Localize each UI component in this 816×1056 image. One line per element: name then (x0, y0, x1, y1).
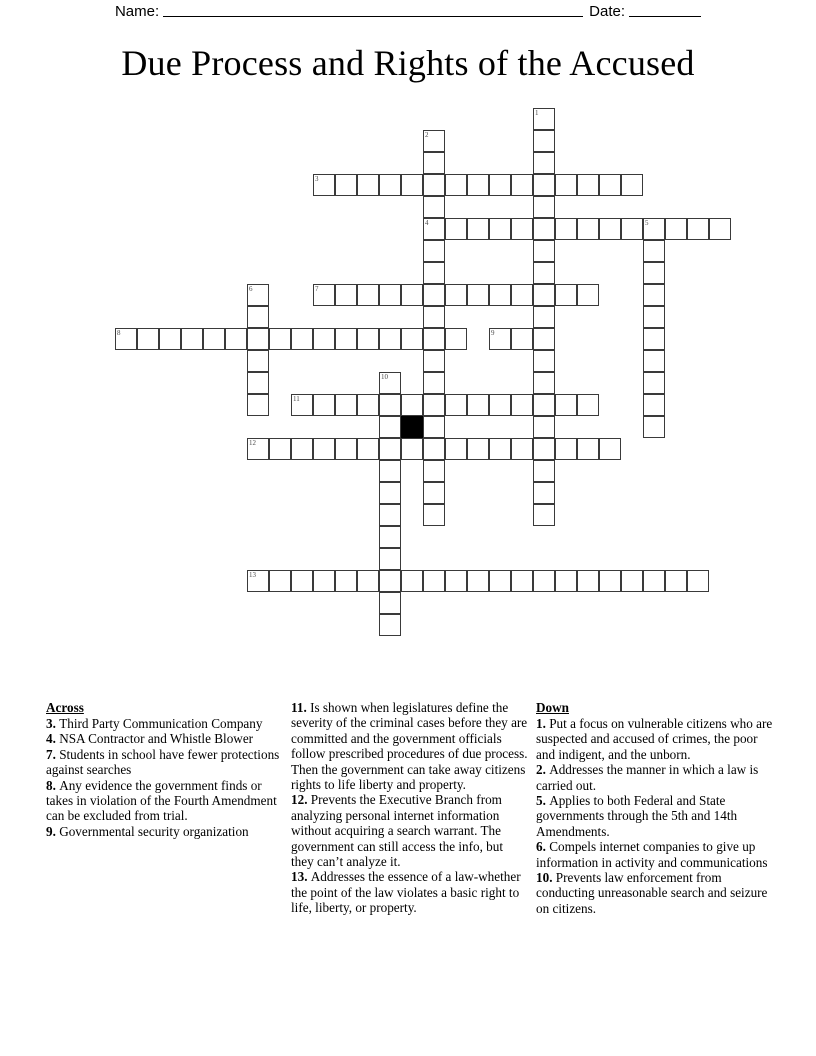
clue-item (291, 700, 528, 792)
crossword-cell[interactable] (643, 328, 665, 350)
clue-number: 3. (46, 716, 60, 731)
crossword-cell[interactable] (445, 570, 467, 592)
crossword-cell[interactable] (599, 174, 621, 196)
crossword-cell[interactable] (423, 482, 445, 504)
across-clue-list-part2 (291, 700, 528, 916)
crossword-cell[interactable] (489, 174, 511, 196)
crossword-cell[interactable] (379, 394, 401, 416)
crossword-cell[interactable] (269, 570, 291, 592)
crossword-cell[interactable] (401, 394, 423, 416)
crossword-cell[interactable] (467, 218, 489, 240)
crossword-cell[interactable] (115, 328, 137, 350)
crossword-cell[interactable] (247, 306, 269, 328)
clue-column-across-2 (291, 700, 536, 916)
clue-item (46, 824, 283, 839)
clue-text: Any evidence the government finds or takes in violation of the Fourth Amendment can be excluded from trial. (46, 777, 277, 824)
crossword-cell[interactable] (577, 218, 599, 240)
crossword-cell[interactable] (533, 394, 555, 416)
crossword-cell[interactable] (643, 394, 665, 416)
crossword-cell-number: 9 (491, 329, 495, 337)
crossword-cell[interactable] (643, 262, 665, 284)
crossword-cell[interactable] (533, 570, 555, 592)
across-heading: Across (46, 700, 84, 715)
clue-text: Put a focus on vulnerable citizens who are suspected and accused of crimes, the poor and indigent, and the unborn. (536, 716, 773, 762)
crossword-cell-number: 5 (645, 219, 649, 227)
crossword-cell-number: 6 (249, 285, 253, 293)
crossword-cell-number: 8 (117, 329, 121, 337)
crossword-cell[interactable] (511, 218, 533, 240)
clue-item (536, 793, 776, 839)
crossword-cell[interactable] (643, 350, 665, 372)
clue-text: Third Party Communication Company (59, 716, 263, 731)
crossword-cell[interactable] (577, 394, 599, 416)
crossword-cell[interactable] (533, 108, 555, 130)
crossword-cell[interactable] (555, 570, 577, 592)
crossword-cell[interactable] (335, 328, 357, 350)
crossword-cell[interactable] (357, 438, 379, 460)
clue-number: 6. (536, 839, 550, 855)
clue-number: 11. (291, 700, 311, 715)
crossword-cell[interactable] (379, 460, 401, 482)
crossword-cell[interactable] (687, 218, 709, 240)
crossword-cell[interactable] (225, 328, 247, 350)
clue-text: NSA Contractor and Whistle Blower (59, 731, 254, 747)
crossword-cell[interactable] (533, 504, 555, 526)
crossword-cell[interactable] (511, 394, 533, 416)
clues-section (46, 700, 778, 916)
crossword-cell[interactable] (357, 328, 379, 350)
crossword-cell[interactable] (555, 394, 577, 416)
crossword-cell[interactable] (313, 570, 335, 592)
crossword-cell[interactable] (379, 482, 401, 504)
crossword-cell[interactable] (643, 416, 665, 438)
crossword-cell[interactable] (643, 240, 665, 262)
crossword-cell[interactable] (533, 262, 555, 284)
crossword-cell[interactable] (291, 570, 313, 592)
crossword-cell[interactable] (533, 438, 555, 460)
crossword-cell[interactable] (401, 174, 423, 196)
crossword-cell[interactable] (533, 372, 555, 394)
clue-text: Compels internet companies to give up information in activity and communications (536, 839, 768, 870)
crossword-cell[interactable] (533, 218, 555, 240)
crossword-cell[interactable] (555, 438, 577, 460)
clue-number: 5. (536, 793, 550, 809)
crossword-cell[interactable] (335, 174, 357, 196)
crossword-cell[interactable] (423, 240, 445, 262)
crossword-cell[interactable] (379, 548, 401, 570)
crossword-cell[interactable] (423, 262, 445, 284)
crossword-cell-number: 11 (293, 395, 300, 403)
crossword-cell[interactable] (621, 218, 643, 240)
clue-number: 9. (46, 823, 60, 839)
crossword-cell[interactable] (269, 438, 291, 460)
crossword-cell[interactable] (423, 570, 445, 592)
crossword-cell[interactable] (291, 328, 313, 350)
crossword-cell[interactable] (467, 570, 489, 592)
crossword-cell[interactable] (423, 196, 445, 218)
crossword-cell[interactable] (379, 592, 401, 614)
date-label: Date: (589, 3, 626, 20)
crossword-cell[interactable] (489, 438, 511, 460)
crossword-cell[interactable] (423, 460, 445, 482)
clue-number: 1. (536, 716, 550, 731)
crossword-cell[interactable] (467, 284, 489, 306)
clue-item (536, 839, 776, 870)
clue-number: 8. (46, 777, 60, 793)
crossword-cell[interactable] (489, 328, 511, 350)
crossword-cell[interactable] (445, 328, 467, 350)
clue-text: Applies to both Federal and State governments through the 5th and 14th Amendments. (536, 793, 738, 839)
crossword-cell[interactable] (533, 196, 555, 218)
crossword-cell[interactable] (379, 570, 401, 592)
name-label: Name: (114, 3, 160, 20)
crossword-cell[interactable] (665, 218, 687, 240)
crossword-cell[interactable] (357, 570, 379, 592)
crossword-cell[interactable] (423, 416, 445, 438)
clue-item (46, 716, 283, 731)
crossword-cell[interactable] (379, 416, 401, 438)
crossword-cell[interactable] (423, 394, 445, 416)
crossword-cell[interactable] (445, 174, 467, 196)
crossword-cell[interactable] (313, 394, 335, 416)
crossword-cell[interactable] (643, 570, 665, 592)
crossword-cell[interactable] (247, 372, 269, 394)
clue-number: 13. (291, 869, 311, 885)
crossword-cell[interactable] (577, 570, 599, 592)
crossword-cell[interactable] (533, 152, 555, 174)
crossword-cell[interactable] (423, 350, 445, 372)
crossword-cell[interactable] (555, 174, 577, 196)
crossword-cell-number: 13 (249, 571, 256, 579)
crossword-cell[interactable] (247, 350, 269, 372)
clue-text: Is shown when legislatures define the severity of the criminal cases before they are committed and the government officials follow prescribed procedures of due process. Then the government can take away citizens rights to life liberty and property. (291, 700, 528, 793)
crossword-cell[interactable] (687, 570, 709, 592)
crossword-cell[interactable] (489, 570, 511, 592)
crossword-cell[interactable] (423, 152, 445, 174)
crossword-cell[interactable] (467, 174, 489, 196)
crossword-cell-number: 1 (535, 109, 539, 117)
crossword-cell[interactable] (379, 438, 401, 460)
crossword-cell-number: 3 (315, 175, 319, 183)
crossword-cell[interactable] (423, 438, 445, 460)
clue-item (536, 762, 776, 793)
crossword-cell[interactable] (599, 570, 621, 592)
crossword-cell-number: 10 (381, 373, 388, 381)
crossword-cell[interactable] (423, 130, 445, 152)
crossword-cell[interactable] (555, 284, 577, 306)
crossword-cell[interactable] (467, 394, 489, 416)
clue-column-down (536, 700, 776, 916)
crossword-cell[interactable] (423, 284, 445, 306)
crossword-cell[interactable] (533, 306, 555, 328)
clue-number: 10. (536, 870, 556, 886)
crossword-cell[interactable] (159, 328, 181, 350)
crossword-cell[interactable] (423, 372, 445, 394)
crossword-cell[interactable] (489, 218, 511, 240)
crossword-cell[interactable] (445, 394, 467, 416)
crossword-cell[interactable] (269, 328, 291, 350)
crossword-cell[interactable] (599, 438, 621, 460)
crossword-cell[interactable] (511, 328, 533, 350)
crossword-cell[interactable] (423, 218, 445, 240)
crossword-cell[interactable] (533, 350, 555, 372)
crossword-cell[interactable] (445, 284, 467, 306)
crossword-cell-number: 12 (249, 439, 256, 447)
crossword-cell[interactable] (643, 306, 665, 328)
clue-column-across-1 (46, 700, 291, 839)
crossword-cell[interactable] (511, 284, 533, 306)
crossword-cell[interactable] (533, 460, 555, 482)
crossword-cell[interactable] (709, 218, 731, 240)
crossword-cell[interactable] (555, 218, 577, 240)
across-clue-list-part1 (46, 716, 283, 839)
crossword-cell[interactable] (313, 284, 335, 306)
clue-text: Prevents the Executive Branch from analyzing personal internet information without acquiring a search warrant. The government can still access the info, but they can’t analyze it. (291, 792, 504, 870)
clue-text: Governmental security organization (59, 823, 249, 839)
clue-number: 12. (291, 792, 311, 808)
crossword-cell[interactable] (533, 416, 555, 438)
crossword-cell[interactable] (643, 218, 665, 240)
clue-item (46, 778, 283, 824)
crossword-cell[interactable] (665, 570, 687, 592)
crossword-cell[interactable] (401, 438, 423, 460)
crossword-cell[interactable] (533, 130, 555, 152)
crossword-cell[interactable] (445, 438, 467, 460)
crossword-cell[interactable] (335, 438, 357, 460)
crossword-cell-number: 4 (425, 219, 429, 227)
crossword-cell[interactable] (423, 328, 445, 350)
crossword-cell[interactable] (313, 174, 335, 196)
crossword-cell[interactable] (467, 438, 489, 460)
crossword-cell[interactable] (379, 614, 401, 636)
crossword-cell[interactable] (357, 174, 379, 196)
crossword-cell[interactable] (247, 328, 269, 350)
crossword-cell[interactable] (445, 218, 467, 240)
crossword-cell[interactable] (423, 504, 445, 526)
crossword-cell[interactable] (643, 284, 665, 306)
crossword-cell[interactable] (203, 328, 225, 350)
clue-item (291, 792, 528, 869)
crossword-cell[interactable] (511, 174, 533, 196)
crossword-cell[interactable] (247, 570, 269, 592)
clue-number: 7. (46, 746, 60, 762)
clue-item (536, 716, 776, 762)
crossword-cell[interactable] (379, 504, 401, 526)
crossword-cell[interactable] (599, 218, 621, 240)
clue-number: 2. (536, 762, 550, 778)
crossword-cell-number: 7 (315, 285, 319, 293)
crossword-cell[interactable] (533, 174, 555, 196)
crossword-cell[interactable] (379, 372, 401, 394)
crossword-cell[interactable] (247, 438, 269, 460)
crossword-cell[interactable] (489, 394, 511, 416)
clue-number: 4. (46, 731, 60, 747)
page-title: Due Process and Rights of the Accused (121, 43, 695, 83)
clue-item (46, 731, 283, 746)
crossword-cell[interactable] (291, 394, 313, 416)
crossword-cell[interactable] (335, 570, 357, 592)
crossword-cell[interactable] (313, 438, 335, 460)
clue-text: Students in school have fewer protections against searches (46, 746, 280, 778)
crossword-cell[interactable] (533, 284, 555, 306)
clue-item (536, 870, 776, 916)
crossword-cell[interactable] (357, 394, 379, 416)
down-heading: Down (536, 700, 569, 715)
crossword-cell[interactable] (533, 240, 555, 262)
crossword-cell[interactable] (401, 328, 423, 350)
clue-item (46, 747, 283, 778)
crossword-cell[interactable] (621, 570, 643, 592)
crossword-cell[interactable] (401, 284, 423, 306)
crossword-cell[interactable] (335, 284, 357, 306)
crossword-cell[interactable] (643, 372, 665, 394)
crossword-cell[interactable] (247, 394, 269, 416)
crossword-cell[interactable] (489, 284, 511, 306)
crossword-cell[interactable] (533, 482, 555, 504)
clue-text: Prevents law enforcement from conducting unreasonable search and seizure on citizens. (536, 870, 768, 916)
crossword-cell[interactable] (181, 328, 203, 350)
crossword-cell[interactable] (423, 306, 445, 328)
crossword-cell[interactable] (511, 438, 533, 460)
clue-text: Addresses the essence of a law-whether the point of the law violates a basic right to life, liberty, or property. (291, 869, 521, 916)
crossword-cell[interactable] (621, 174, 643, 196)
down-clue-list (536, 716, 776, 916)
crossword-cell[interactable] (533, 328, 555, 350)
crossword-cell[interactable] (511, 570, 533, 592)
crossword-cell[interactable] (379, 174, 401, 196)
clue-item (291, 869, 528, 915)
crossword-cell[interactable] (577, 284, 599, 306)
crossword-cell[interactable] (577, 438, 599, 460)
crossword-cell[interactable] (423, 174, 445, 196)
clue-text: Addresses the manner in which a law is carried out. (536, 762, 759, 793)
crossword-cell[interactable] (357, 284, 379, 306)
crossword-cell[interactable] (379, 284, 401, 306)
crossword-cell[interactable] (247, 284, 269, 306)
crossword-cell[interactable] (401, 570, 423, 592)
crossword-cell[interactable] (379, 526, 401, 548)
crossword-blocked-cell (401, 416, 423, 438)
crossword-cell-number: 2 (425, 131, 429, 139)
crossword-cell[interactable] (335, 394, 357, 416)
crossword-cell[interactable] (313, 328, 335, 350)
crossword-cell[interactable] (379, 328, 401, 350)
crossword-cell[interactable] (577, 174, 599, 196)
crossword-cell[interactable] (137, 328, 159, 350)
crossword-cell[interactable] (291, 438, 313, 460)
